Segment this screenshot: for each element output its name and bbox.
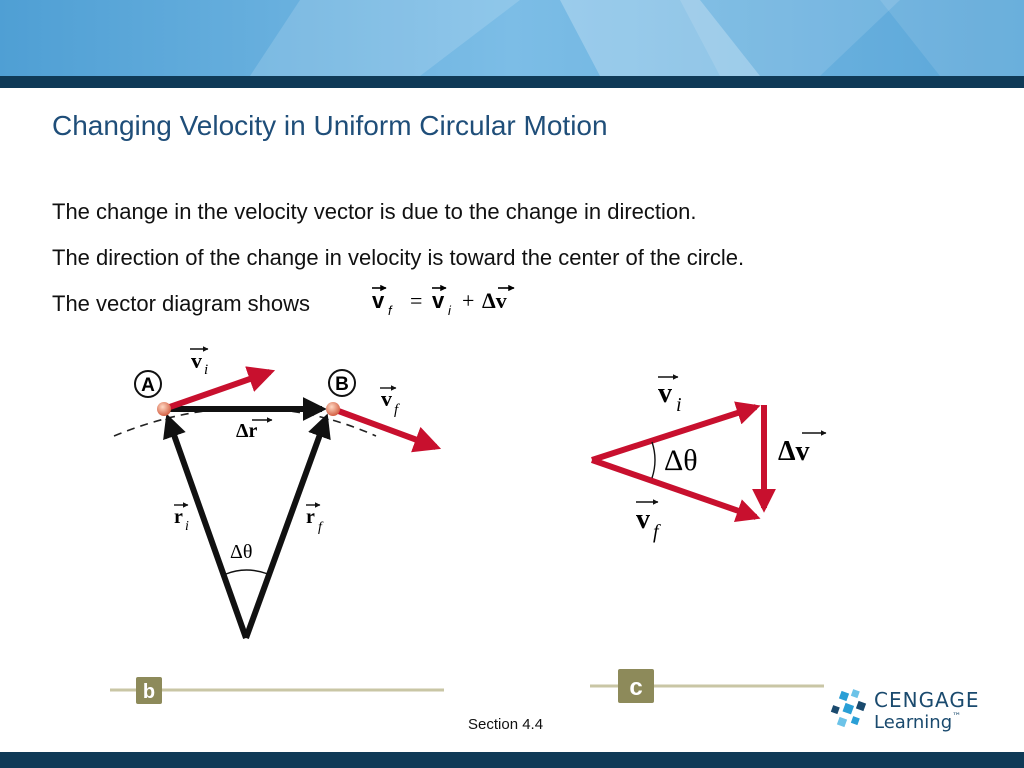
vi-vector xyxy=(164,372,270,409)
eq-term1-sub: i xyxy=(448,303,451,318)
vf-label: v xyxy=(381,386,392,411)
vf-vector xyxy=(333,409,436,447)
rf-sub: f xyxy=(318,520,322,535)
ri-label: r xyxy=(174,506,183,528)
logo-wordmark: CENGAGE xyxy=(874,688,980,712)
cengage-mark-icon xyxy=(830,686,870,740)
panel-label-b: b xyxy=(142,681,156,703)
particle-b xyxy=(326,402,340,416)
ri-sub: i xyxy=(185,519,189,534)
vector-equation xyxy=(368,282,528,322)
vi-label: v xyxy=(658,378,672,409)
delta-v-label: Δv xyxy=(778,436,810,467)
eq-equals: = xyxy=(410,288,423,313)
angle-label: Δθ xyxy=(664,444,698,477)
header-banner xyxy=(0,0,1024,76)
ri-vector xyxy=(168,418,246,638)
point-b-label: B xyxy=(335,374,349,395)
cengage-logo xyxy=(830,686,990,740)
rf-vector xyxy=(246,418,326,638)
footer-bar xyxy=(0,752,1024,768)
vi-label: v xyxy=(191,348,202,373)
eq-plus: + xyxy=(462,288,475,313)
diagram-c xyxy=(580,360,840,720)
particle-a xyxy=(157,402,171,416)
eq-lhs: v xyxy=(372,288,385,313)
diagram-b xyxy=(100,340,460,720)
vf-sub: f xyxy=(394,402,399,418)
logo-tm: ™ xyxy=(952,712,962,722)
eq-lhs-sub: f xyxy=(388,303,392,318)
vi-sub: i xyxy=(204,362,209,378)
bullet-vector-diagram: The vector diagram shows xyxy=(52,291,310,316)
eq-term1: v xyxy=(432,288,445,313)
point-a-label: A xyxy=(141,375,155,396)
vi-sub: i xyxy=(676,394,682,416)
angle-arc xyxy=(226,570,268,574)
rf-label: r xyxy=(306,506,315,528)
vf-sub: f xyxy=(653,521,659,543)
eq-term2: Δv xyxy=(482,288,507,313)
panel-label-c: c xyxy=(629,674,643,701)
header-bar xyxy=(0,76,1024,88)
bullet-toward-center: The direction of the change in velocity is toward the center of the circle. xyxy=(52,245,745,270)
angle-arc xyxy=(652,442,655,478)
logo-line2: Learning xyxy=(874,712,953,733)
logo-subwordmark xyxy=(874,712,961,733)
section-label: Section 4.4 xyxy=(468,716,544,733)
slide-title: Changing Velocity in Uniform Circular Motion xyxy=(52,110,608,141)
delta-r-label: Δr xyxy=(236,420,258,442)
angle-label: Δθ xyxy=(230,541,253,563)
header-banner-art xyxy=(0,0,1024,76)
bullet-direction-change: The change in the velocity vector is due to the change in direction. xyxy=(52,199,697,224)
vf-label: v xyxy=(636,504,650,535)
